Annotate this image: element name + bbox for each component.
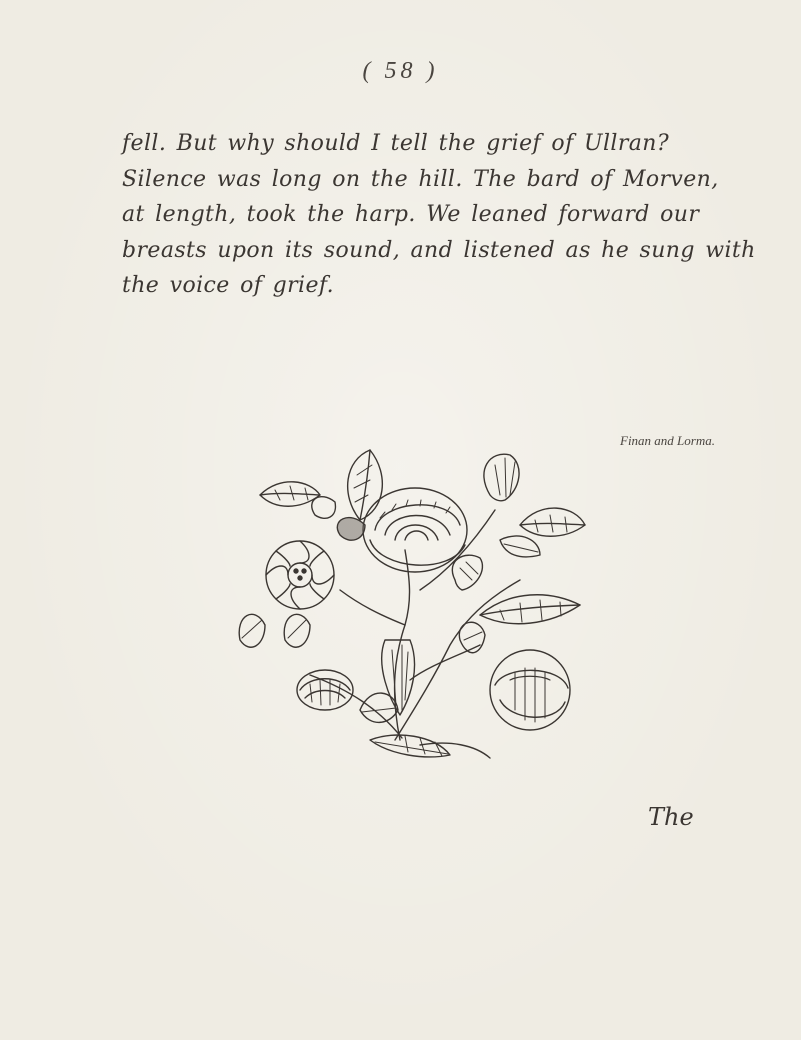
text-line: the voice of grief.	[122, 273, 335, 298]
text-line: Silence was long on the hill. The bard of Morven,	[122, 166, 719, 192]
text-line: at length, took the harp. We leaned forward our	[122, 202, 700, 227]
text-line: fell. But why should I tell the grief of Ullran?	[122, 131, 670, 156]
body-text	[122, 126, 756, 304]
page-number: ( 58 )	[362, 58, 439, 84]
illustration-caption: Finan and Lorma.	[620, 433, 715, 448]
catchword: The	[648, 803, 694, 831]
floral-vignette-illustration	[220, 440, 590, 770]
text-line: breasts upon its sound, and listened as he sung with	[122, 237, 756, 263]
